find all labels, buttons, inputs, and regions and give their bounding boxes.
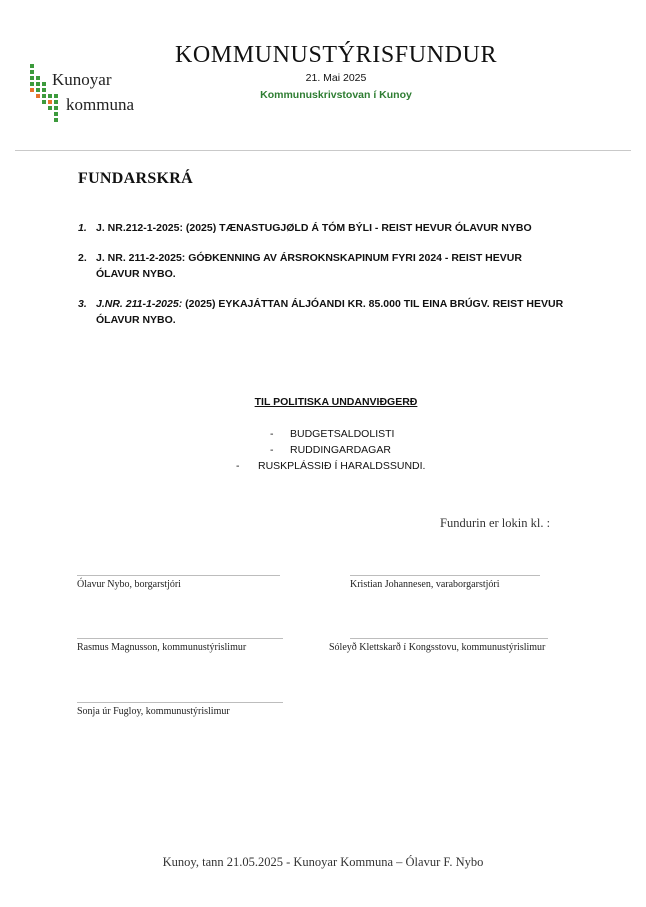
agenda-item [78,250,568,282]
agenda-item [78,220,568,236]
logo-text-line1: Kunoyar [52,70,112,89]
closing-time: Fundurin er lokin kl. : [440,516,551,530]
signature-name: Rasmus Magnusson, kommunustýrislimur [77,642,247,653]
political-item-text: RUDDINGARDAGAR [290,444,391,456]
signature-name: Ólavur Nybo, borgarstjóri [77,579,181,590]
logo-pixel [54,112,58,116]
signature-name: Kristian Johannesen, varaborgarstjóri [350,579,500,590]
political-item: - RUDDINGARDAGAR [270,444,391,456]
political-heading: TIL POLITISKA UNDANVIÐGERÐ [254,396,418,408]
signature-line [77,575,280,576]
agenda-item-text: (2025) TÆNASTUGJØLD Á TÓM BÝLI - REIST HEVUR ÓLAVUR NYBO [182,222,532,234]
logo-pixel [54,106,58,110]
signature-line [350,638,548,639]
agenda-item-ref: J. NR. 211-2-2025: [96,252,186,264]
logo-text-line2: kommuna [66,95,134,114]
page-footer: Kunoy, tann 21.05.2025 - Kunoyar Kommuna – Ólavur F. Nybo [162,855,484,869]
political-item: - BUDGETSALDOLISTI [270,428,395,440]
agenda-item-number: 3. [78,298,87,310]
meeting-title: KOMMUNUSTÝRISFUNDUR [174,42,498,68]
logo-pixel [54,118,58,122]
agenda-item-ref: J. NR.212-1-2025: [96,222,183,234]
signature-line [77,702,283,703]
header-divider [15,150,631,151]
signature-name: Sonja úr Fugloy, kommunustýrislimur [77,706,230,717]
signature-name: Sóleyð Klettskarð í Kongsstovu, kommunustýrislimur [329,642,546,653]
office-name: Kommunuskrivstovan í Kunoy [260,89,412,101]
agenda-item-text: GÓÐKENNING AV ÁRSROKNSKAPINUM FYRI 2024 - REIST HEVUR ÓLAVUR NYBO. [96,252,522,280]
agenda-list [78,220,568,338]
meeting-date: 21. Mai 2025 [305,72,367,84]
signature-line [77,638,283,639]
agenda-item-number: 1. [78,222,87,234]
political-item-text: BUDGETSALDOLISTI [290,428,395,440]
agenda-item-text: (2025) EYKAJÁTTAN ÁLJÓANDI KR. 85.000 TIL EINA BRÚGV. REIST HEVUR ÓLAVUR NYBO. [96,298,564,326]
signature-line [350,575,540,576]
agenda-heading: FUNDARSKRÁ [78,170,193,187]
agenda-item-ref: J.NR. 211-1-2025: [96,298,183,310]
agenda-item [78,296,568,328]
political-item: - RUSKPLÁSSIÐ Í HARALDSSUNDI. [236,460,426,472]
logo-pixel [48,106,52,110]
agenda-item-number: 2. [78,252,87,264]
political-item-text: RUSKPLÁSSIÐ Í HARALDSSUNDI. [258,460,426,472]
